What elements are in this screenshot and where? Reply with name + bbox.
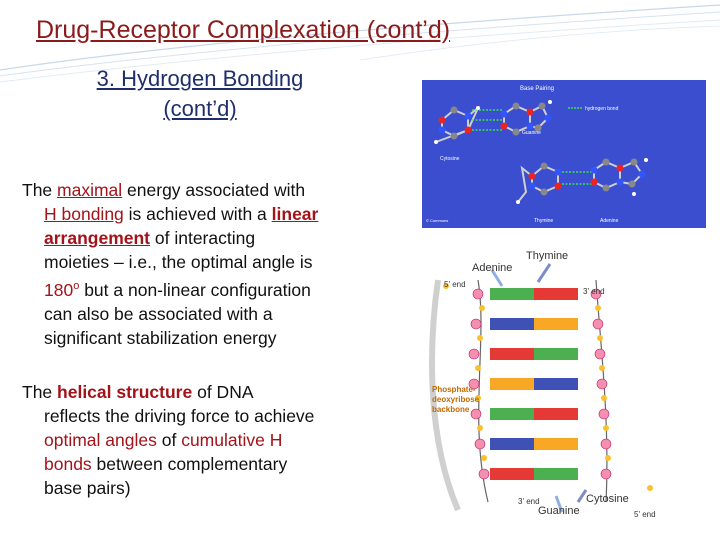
p2-text: reflects the driving force to achieve xyxy=(44,406,315,426)
slide-subtitle xyxy=(40,64,360,124)
thymine-diagram-label: Thymine xyxy=(526,250,569,262)
guanine-label: Guanine xyxy=(522,130,541,136)
p2-text: between complementary xyxy=(91,454,288,474)
three-prime-end-top: 3' end xyxy=(583,287,605,296)
p1-hbonding: H bonding xyxy=(44,204,124,224)
p1-text: but a non-linear configuration xyxy=(79,279,311,300)
backbone-label-2: deoxyribose xyxy=(432,395,480,404)
p1-text: moieties – i.e., the optimal angle is xyxy=(44,252,313,272)
p1-text: can also be associated with a xyxy=(44,303,273,324)
p1-180: 180 xyxy=(44,279,74,300)
p1-text: significant stabilization energy xyxy=(44,327,277,348)
copyright-text: © Commons xyxy=(426,218,449,223)
guanine-diagram-label: Guanine xyxy=(538,505,580,517)
p2-cumulative: cumulative H xyxy=(181,430,283,450)
five-prime-end-bottom: 5' end xyxy=(634,510,656,519)
p2-text: of DNA xyxy=(192,382,254,402)
subtitle-number-text: 3. Hydrogen Bonding xyxy=(96,66,304,91)
dna-ladder-svg xyxy=(428,240,670,530)
p1-arrangement: arrangement xyxy=(44,228,151,248)
p1-maximal: maximal xyxy=(57,180,123,200)
base-pairing-molecules xyxy=(422,80,706,228)
backbone-label-3: backbone xyxy=(432,405,470,414)
p1-text: of interacting xyxy=(150,228,256,248)
hbond-paragraph xyxy=(22,178,318,350)
base-pairing-image xyxy=(422,80,706,228)
hbond-legend: hydrogen bond xyxy=(585,106,619,112)
p1-text: energy associated with xyxy=(122,180,306,200)
backbone-label-1: Phosphate- xyxy=(432,385,476,394)
base-pairing-heading: Base Pairing xyxy=(520,86,555,92)
p1-text: is achieved with a xyxy=(123,204,272,224)
p1-degree: o xyxy=(73,280,80,292)
subtitle-cont-text: (cont’d) xyxy=(163,96,237,121)
thymine-label: Thymine xyxy=(534,218,554,224)
p2-text: of xyxy=(156,430,182,450)
cytosine-label: Cytosine xyxy=(440,156,460,162)
dna-helix-paragraph xyxy=(22,380,314,500)
cytosine-diagram-label: Cytosine xyxy=(586,493,629,505)
p2-text: The xyxy=(22,382,58,402)
adenine-diagram-label: Adenine xyxy=(472,262,513,274)
p2-bonds: bonds xyxy=(44,454,92,474)
three-prime-end-bottom: 3' end xyxy=(518,497,540,506)
p2-text: base pairs) xyxy=(44,478,131,498)
slide-title: Drug-Receptor Complexation (cont’d) xyxy=(36,16,451,44)
p1-text: The xyxy=(22,180,58,200)
p2-helical-structure: helical structure xyxy=(57,382,193,402)
five-prime-end-top: 5' end xyxy=(444,280,466,289)
adenine-label: Adenine xyxy=(600,218,619,224)
p2-optimal-angles: optimal angles xyxy=(44,430,157,450)
dna-ladder-diagram xyxy=(428,240,670,530)
p1-linear: linear xyxy=(271,204,319,224)
